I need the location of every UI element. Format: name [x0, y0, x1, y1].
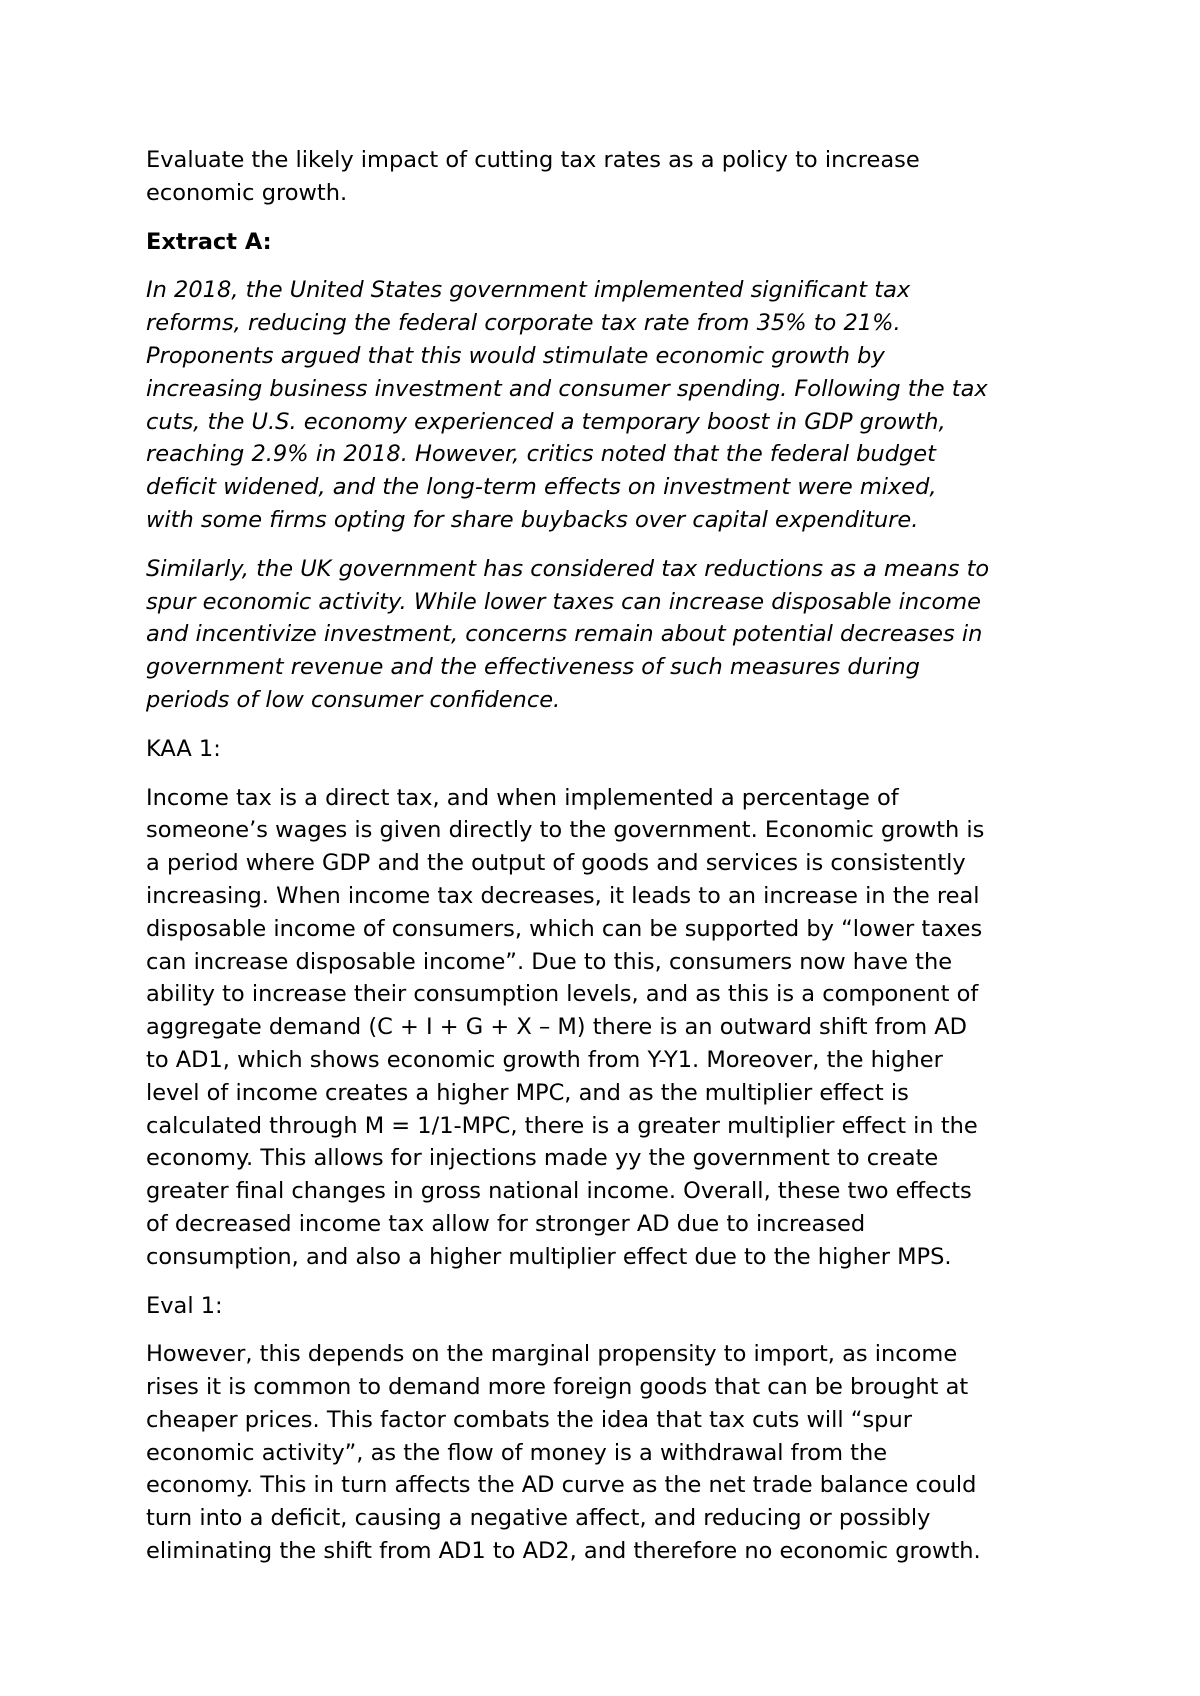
extract-heading: Extract A: [146, 228, 272, 255]
essay-question: Evaluate the likely impact of cutting tax rates as a policy to increase economic growth. [146, 147, 920, 206]
kaa-heading: KAA 1: [146, 735, 221, 762]
eval-paragraph: However, this depends on the marginal propensity to import, as income rises it is common to demand more foreign goods that can be brought at cheaper prices. This factor combats the idea that tax cuts will “spur economic activity”, as the flow of money is a withdrawal from the economy. This in turn affects the AD curve as the net trade balance could turn into a deficit, causing a negative affect, and reducing or possibly eliminating the shift from AD1 to AD2, and therefore no economic growth. [146, 1341, 981, 1565]
kaa-paragraph: Income tax is a direct tax, and when implemented a percentage of someone’s wages is given directly to the government. Economic growth is a period where GDP and the output of goods and services is consistently increasing. When income tax decreases, it leads to an increase in the real disposable income of consumers, which can be supported by “lower taxes can increase disposable income”. Due to this, consumers now have the ability to increase their consumption levels, and as this is a component of aggregate demand (C + I + G + X – M) there is an outward shift from AD to AD1, which shows economic growth from Y-Y1. Moreover, the higher level of income creates a higher MPC, and as the multiplier effect is calculated through M = 1/1-MPC, there is a greater multiplier effect in the economy. This allows for injections made yy the government to create greater final changes in gross national income. Overall, these two effects of decreased income tax allow for stronger AD due to increased consumption, and also a higher multiplier effect due to the higher MPS. [146, 784, 985, 1270]
extract-paragraph-1: In 2018, the United States government implemented significant tax reforms, reducing the federal corporate tax rate from 35% to 21%. Proponents argued that this would stimulate economic growth by increasing business investment and consumer spending. Following the tax cuts, the U.S. economy experienced a temporary boost in GDP growth, reaching 2.9% in 2018. However, critics noted that the federal budget deficit widened, and the long-term effects on investment were mixed, with some firms opting for share buybacks over capital expenditure. [146, 277, 988, 533]
eval-heading: Eval 1: [146, 1292, 223, 1319]
extract-paragraph-2: Similarly, the UK government has considered tax reductions as a means to spur economic activity. While lower taxes can increase disposable income and incentivize investment, concerns remain about potential decreases in government revenue and the effectiveness of such measures during periods of low consumer confidence. [146, 555, 990, 713]
